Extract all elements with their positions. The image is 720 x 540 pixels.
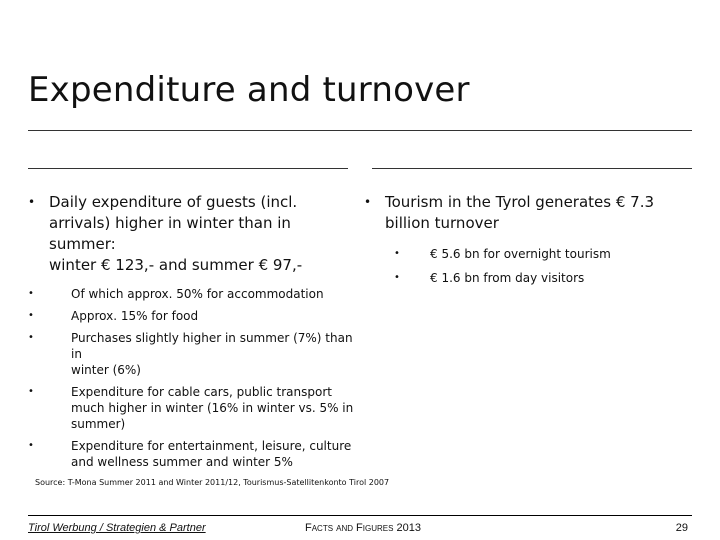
title-divider xyxy=(28,130,692,131)
source-note: Source: T-Mona Summer 2011 and Winter 2011/12, Tourismus-Satellitenkonto Tirol 2007 xyxy=(35,478,390,487)
list-item xyxy=(28,308,358,324)
left-column-divider xyxy=(28,168,348,169)
list-item-text: much higher in winter (16% in winter vs. 5% in xyxy=(71,401,354,415)
list-item-text: and wellness summer and winter 5% xyxy=(71,455,293,469)
left-main-bullet-line: arrivals) higher in winter than in xyxy=(49,214,291,232)
bullet-icon: • xyxy=(28,288,34,299)
list-item xyxy=(28,330,358,378)
right-main-bullet-line: Tourism in the Tyrol generates € 7.3 xyxy=(385,193,655,211)
page-number: 29 xyxy=(675,522,688,534)
right-sub-bullets xyxy=(364,246,684,286)
bullet-icon: • xyxy=(28,310,34,321)
bullet-icon: • xyxy=(28,440,34,451)
bullet-icon: • xyxy=(28,386,34,397)
bullet-icon: • xyxy=(364,195,372,209)
slide-title: Expenditure and turnover xyxy=(28,70,470,110)
bullet-icon: • xyxy=(394,248,400,259)
left-main-bullet-line: summer: xyxy=(49,235,116,253)
list-item-text: Expenditure for cable cars, public transport xyxy=(71,385,332,399)
list-item-text: winter (6%) xyxy=(71,363,141,377)
right-column-divider xyxy=(372,168,692,169)
list-item xyxy=(394,270,684,286)
bullet-icon: • xyxy=(394,272,400,283)
list-item xyxy=(28,286,358,302)
list-item-text: summer) xyxy=(71,417,126,431)
left-main-bullet-line: Daily expenditure of guests (incl. xyxy=(49,193,298,211)
list-item-text: Approx. 15% for food xyxy=(71,309,199,323)
footer-publication-title: Facts and Figures 2013 xyxy=(305,522,421,534)
bullet-icon: • xyxy=(28,332,34,343)
left-main-bullet xyxy=(28,192,358,276)
footer-organization-link[interactable]: Tirol Werbung / Strategien & Partner xyxy=(28,522,206,534)
right-main-bullet-line: billion turnover xyxy=(385,214,499,232)
right-column xyxy=(364,192,684,294)
left-column xyxy=(28,192,358,476)
footer-divider xyxy=(28,515,692,516)
list-item xyxy=(28,438,358,470)
list-item-text: Expenditure for entertainment, leisure, culture xyxy=(71,439,352,453)
list-item xyxy=(394,246,684,262)
list-item xyxy=(28,384,358,432)
list-item-text: € 1.6 bn from day visitors xyxy=(430,271,585,285)
right-main-bullet xyxy=(364,192,684,234)
left-main-bullet-line: winter € 123,- and summer € 97,- xyxy=(49,256,303,274)
left-sub-bullets xyxy=(28,286,358,470)
list-item-text: Purchases slightly higher in summer (7%) than in xyxy=(71,331,353,361)
list-item-text: Of which approx. 50% for accommodation xyxy=(71,287,324,301)
bullet-icon: • xyxy=(28,195,36,209)
list-item-text: € 5.6 bn for overnight tourism xyxy=(430,247,611,261)
